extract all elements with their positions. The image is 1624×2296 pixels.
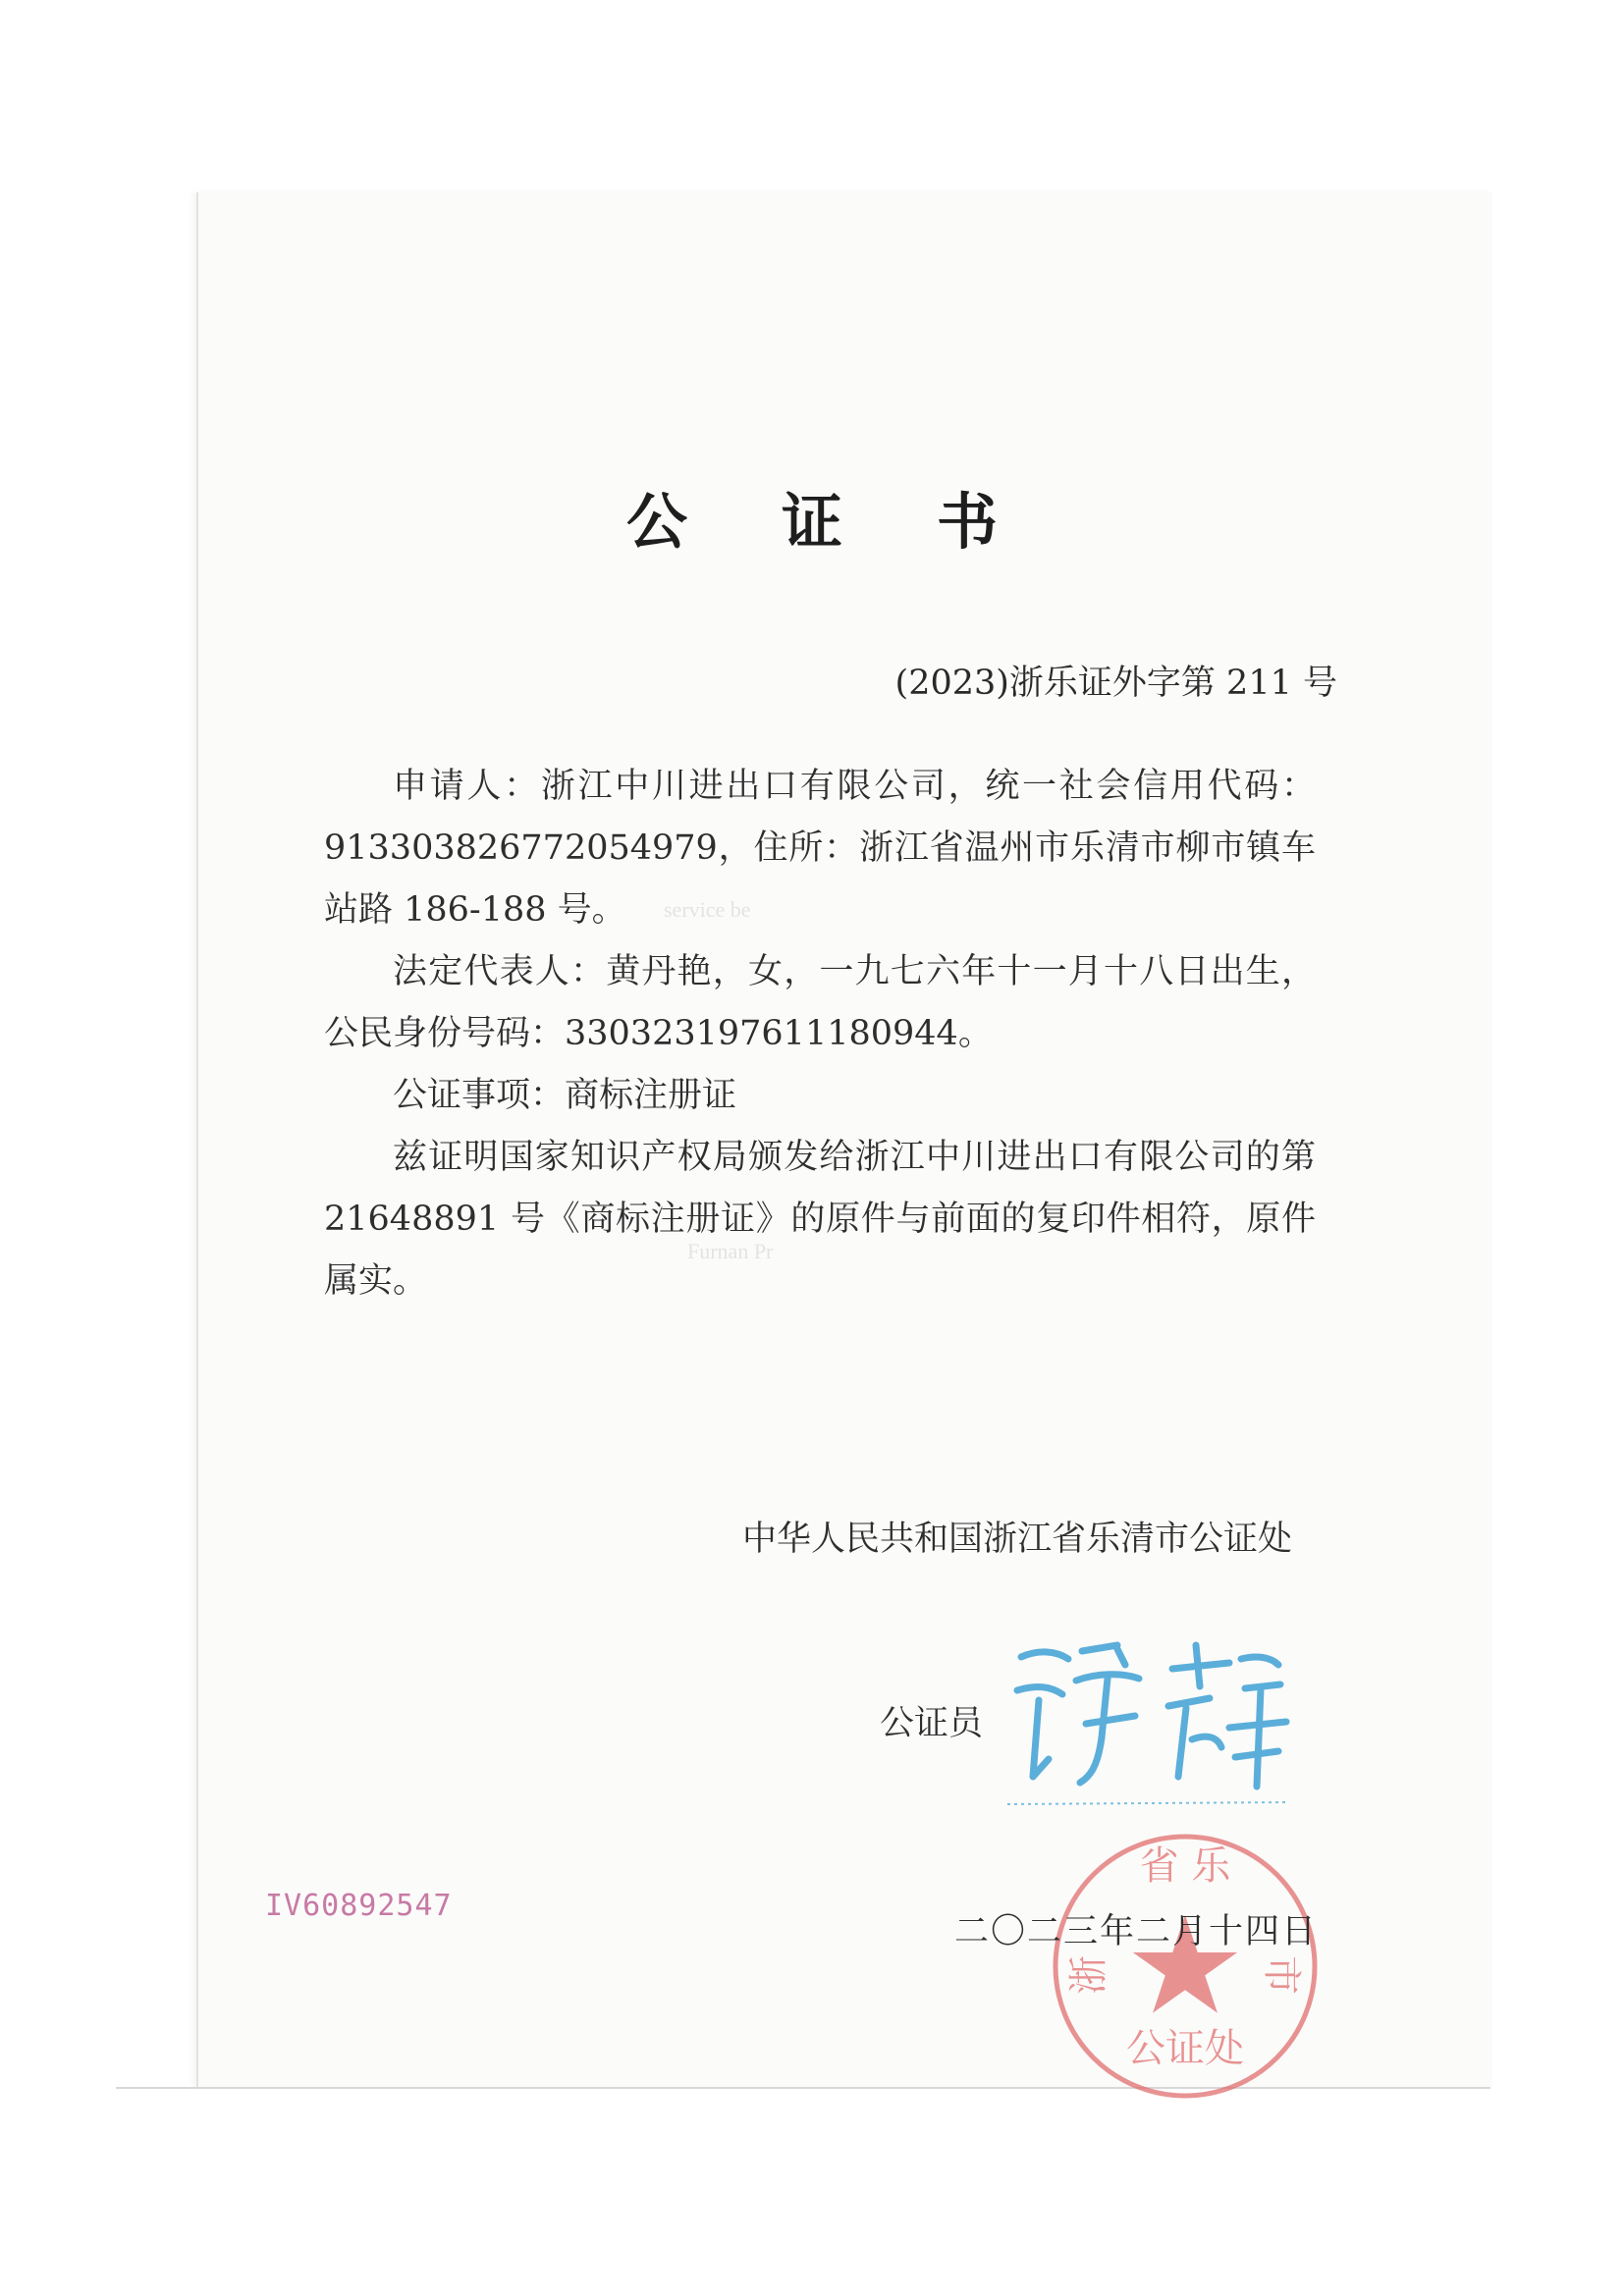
svg-text:省 乐: 省 乐 xyxy=(1139,1843,1231,1889)
issuing-office: 中华人民共和国浙江省乐清市公证处 xyxy=(741,1520,1292,1559)
document-body xyxy=(324,756,1316,1312)
issue-date: 二〇二三年二月十四日 xyxy=(954,1912,1319,1951)
applicant-paragraph: 申请人：浙江中川进出口有限公司，统一社会信用代码：913303826772054979，住所：浙江省温州市乐清市柳市镇车站路 186-188 号。 xyxy=(324,767,1316,930)
official-seal xyxy=(1047,1828,1324,2105)
document-number: (2023)浙乐证外字第 211 号 xyxy=(894,664,1337,703)
svg-text:浙: 浙 xyxy=(1066,1955,1111,1995)
svg-text:公证处: 公证处 xyxy=(1126,2026,1244,2071)
bleed-through-text: Furnan Pr xyxy=(687,1239,774,1263)
notarization-matter-paragraph: 公证事项：商标注册证 xyxy=(393,1076,737,1115)
svg-text:市: 市 xyxy=(1259,1955,1304,1995)
legal-representative-paragraph: 法定代表人：黄丹艳，女，一九七六年十一月十八日出生，公民身份号码：330323197611180944。 xyxy=(324,952,1316,1053)
document-title: 公 证 书 xyxy=(626,486,1035,558)
serial-number: IV60892547 xyxy=(265,1889,453,1923)
notary-label: 公证员 xyxy=(880,1704,984,1743)
notary-signature xyxy=(1000,1629,1294,1816)
bleed-through-text: service be xyxy=(664,897,751,922)
certification-paragraph: 兹证明国家知识产权局颁发给浙江中川进出口有限公司的第 21648891 号《商标注册证》的原件与前面的复印件相符，原件属实。 xyxy=(324,1138,1316,1301)
